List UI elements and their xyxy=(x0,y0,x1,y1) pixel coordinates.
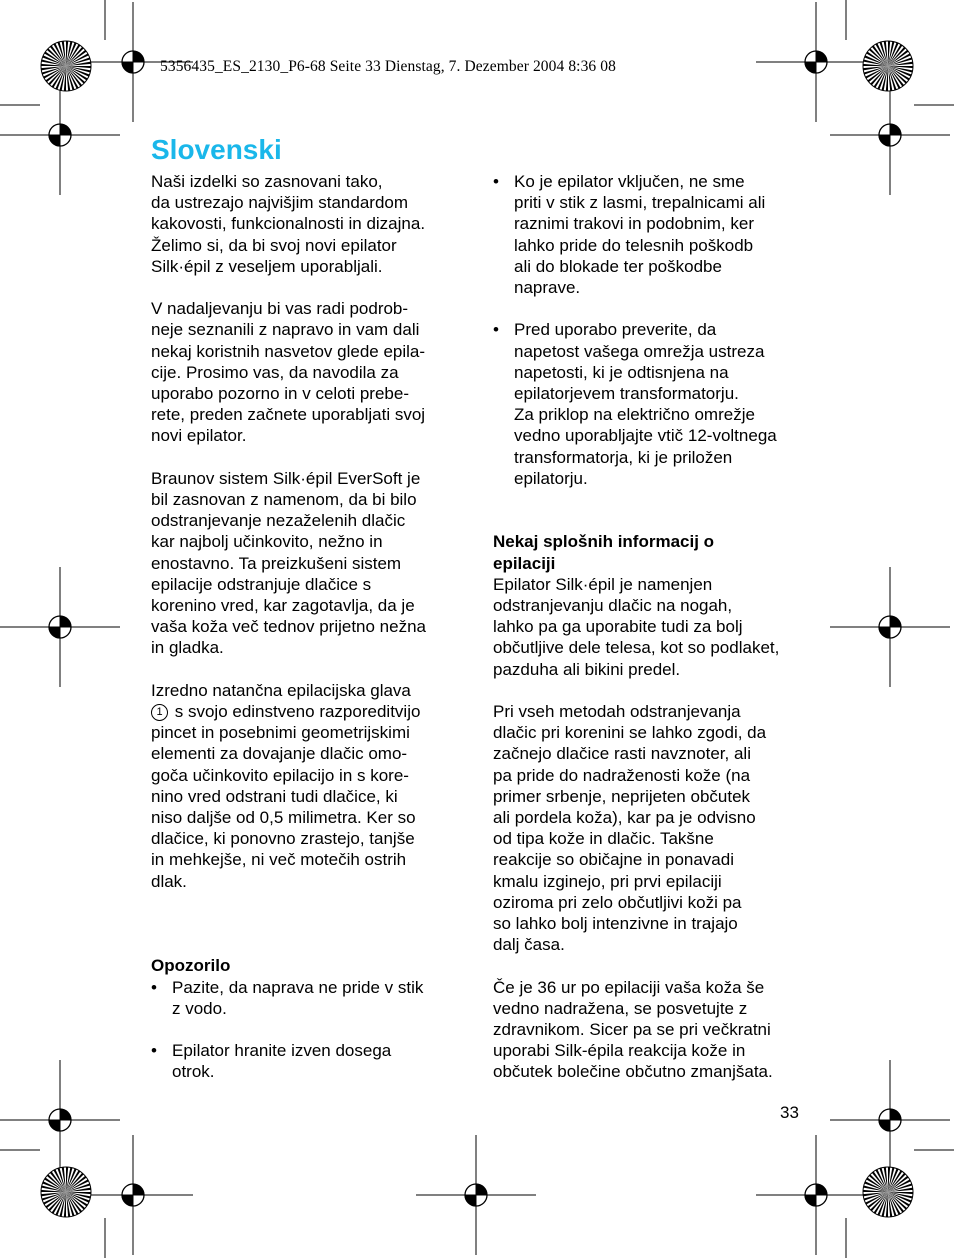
text-line: napetosti, ki je odtisnjena na xyxy=(514,362,729,382)
warning-bullet-children xyxy=(151,1040,471,1082)
text-line: Če je 36 ur po epilaciji vaša koža še xyxy=(493,977,765,997)
warning-bullet-water xyxy=(151,977,471,1019)
page-number: 33 xyxy=(780,1103,799,1122)
text-line: reakcije so običajne in ponavadi xyxy=(493,850,734,870)
part-marker-1: 1 xyxy=(151,704,168,721)
text-line: pazduha ali bikini predel. xyxy=(493,659,681,679)
text-line: kmalu izginejo, pri prvi epilaciji xyxy=(493,871,722,891)
info-heading xyxy=(493,531,813,573)
registration-mark-left-mid xyxy=(0,567,120,687)
registration-mark-left-top xyxy=(0,75,120,195)
text-line: raznimi trakovi in podobnim, ker xyxy=(514,214,754,234)
text-line: začnejo dlačice rasti navznoter, ali xyxy=(493,744,751,764)
bullet-icon: • xyxy=(493,320,499,340)
text-line: goča učinkovito epilacijo in s kore- xyxy=(151,765,409,785)
text-line: uporabo pozorno in v celoti prebe- xyxy=(151,384,409,404)
text-line: Za priklop na električno omrežje xyxy=(514,405,755,425)
text-line: novi epilator. xyxy=(151,426,247,446)
text-line: Epilator hranite izven dosega xyxy=(172,1041,392,1061)
registration-mark-right-bottom xyxy=(830,1060,950,1180)
doctor-paragraph xyxy=(493,977,813,1083)
registration-mark-right-top xyxy=(830,75,950,195)
text-line: in gladka. xyxy=(151,638,224,658)
registration-mark-left-bottom xyxy=(0,1060,120,1180)
text-line: Braunov sistem Silk·épil EverSoft je xyxy=(151,468,421,488)
text-line: oziroma pri zelo občutljivi koži pa xyxy=(493,892,742,912)
text-line: ali pordela koža), kar pa je odvisno xyxy=(493,808,756,828)
text-line: cije. Prosimo vas, da navodila za xyxy=(151,362,399,382)
reaction-paragraph xyxy=(493,701,813,955)
warning-bullet-hair xyxy=(493,171,813,298)
right-column xyxy=(493,171,813,1083)
text-line: elementi za dovajanje dlačic omo- xyxy=(151,744,408,764)
text-line: rete, preden začnete uporabljati svoj xyxy=(151,405,426,425)
text-line: lahko pride do telesnih poškodb xyxy=(514,235,754,255)
text-line: dalj časa. xyxy=(493,935,565,955)
text-line: pa pride do nadraženosti kože (na xyxy=(493,765,751,785)
text-line: odstranjevanju dlačic na nogah, xyxy=(493,596,733,616)
text-line: odstranjevanje nezaželenih dlačic xyxy=(151,511,406,531)
text-line: Pred uporabo preverite, da xyxy=(514,320,717,340)
text-line: vedno nadražena, se posvetujte z xyxy=(493,998,748,1018)
text-line: korenino vred, kar zagotavlja, da je xyxy=(151,596,415,616)
warning-bullet-voltage xyxy=(493,319,813,489)
text-line: uporabi Silk-épila reakcija kože in xyxy=(493,1041,746,1061)
text-line: kakovosti, funkcionalnosti in dizajna. xyxy=(151,214,426,234)
page-title: Slovenski xyxy=(151,134,282,165)
text-line: kar najbolj učinkovito, nežno in xyxy=(151,532,383,552)
text-line: V nadaljevanju bi vas radi podrob- xyxy=(151,299,409,319)
text-line: Epilator Silk·épil je namenjen xyxy=(493,574,713,594)
star-target-top-right xyxy=(863,41,913,91)
text-line: in mehkejše, ni več motečih ostrih xyxy=(151,850,407,870)
text-line: Ko je epilator vključen, ne sme xyxy=(514,172,745,191)
text-line: transformatorja, ki je priložen xyxy=(514,447,733,467)
text-line: niso daljše od 0,5 milimetra. Ker so xyxy=(151,808,416,828)
text-line: napetost vašega omrežja ustreza xyxy=(514,341,765,361)
registration-mark-bottom-right xyxy=(756,1135,876,1255)
bullet-icon: • xyxy=(151,1041,157,1061)
text-line: občutljive dele telesa, kot so podlaket, xyxy=(493,638,780,658)
text-line: bil zasnovan z namenom, da bi bilo xyxy=(151,490,417,510)
overview-paragraph xyxy=(151,298,471,446)
star-target-bottom-left xyxy=(41,1167,91,1217)
text-line: epilatorju. xyxy=(514,468,588,488)
text-line: s svojo edinstveno razporeditvijo xyxy=(174,702,421,722)
text-line: pincet in posebnimi geometrijskimi xyxy=(151,723,410,743)
text-line: Silk·épil z veseljem uporabljali. xyxy=(151,256,383,276)
text-line: vaša koža več tednov prijetno nežna xyxy=(151,617,427,637)
text-line: dlačic pri korenini se lahko zgodi, da xyxy=(493,723,767,743)
print-header: 5356435_ES_2130_P6-68 Seite 33 Dienstag, 7. Dezember 2004 8:36 08 xyxy=(160,58,616,75)
text-line: epilatorjevem transformatorju. xyxy=(514,384,739,404)
registration-mark-right-mid xyxy=(830,567,950,687)
head-paragraph xyxy=(151,680,471,892)
text-line: Izredno natančna epilacijska glava xyxy=(151,680,411,700)
text-line: otrok. xyxy=(172,1062,215,1082)
text-line: ali do blokade ter poškodbe xyxy=(514,256,722,276)
text-line: priti v stik z lasmi, trepalnicami ali xyxy=(514,193,766,213)
text-line: primer srbenje, neprijeten občutek xyxy=(493,786,751,806)
bullet-icon: • xyxy=(493,172,499,191)
text-line: epilaciji xyxy=(493,553,556,573)
text-line: dlak. xyxy=(151,871,187,891)
system-paragraph xyxy=(151,468,471,659)
text-line: dlačice, ki ponovno zrastejo, tanjše xyxy=(151,829,415,849)
text-line: občutek bolečine občutno zmanjšata. xyxy=(493,1062,773,1082)
left-column xyxy=(151,171,471,1083)
text-line: z vodo. xyxy=(172,998,227,1018)
text-line: vedno uporabljajte vtič 12-voltnega xyxy=(514,426,777,446)
text-line: enostavno. Ta preizkušeni sistem xyxy=(151,553,402,573)
text-line: od tipa kože in dlačic. Takšne xyxy=(493,829,714,849)
warning-heading: Opozorilo xyxy=(151,956,231,976)
text-line: Pazite, da naprava ne pride v stik xyxy=(172,977,424,997)
text-line: nekaj koristnih nasvetov glede epila- xyxy=(151,341,426,361)
text-line: zdravnikom. Sicer pa se pri večkratni xyxy=(493,1020,771,1040)
text-line: da ustrezajo najvišjim standardom xyxy=(151,193,409,213)
star-target-bottom-right xyxy=(863,1167,913,1217)
text-line: so lahko bolj intenzivne in trajajo xyxy=(493,914,738,934)
text-line: nino vred odstrani tudi dlačice, ki xyxy=(151,786,398,806)
bullet-icon: • xyxy=(151,977,157,997)
usage-paragraph xyxy=(493,574,813,680)
text-line: epilacije odstranjuje dlačice s xyxy=(151,574,372,594)
text-line: neje seznanili z napravo in vam dali xyxy=(151,320,420,340)
text-line: Želimo si, da bi svoj novi epilator xyxy=(151,235,397,255)
star-target-top-left xyxy=(41,41,91,91)
text-line: naprave. xyxy=(514,278,581,298)
text-line: lahko pa ga uporabite tudi za bolj xyxy=(493,617,743,637)
text-line: Pri vseh metodah odstranjevanja xyxy=(493,702,741,722)
text-line: Naši izdelki so zasnovani tako, xyxy=(151,172,383,191)
registration-mark-top-right xyxy=(756,2,876,122)
registration-mark-bottom-center xyxy=(416,1135,536,1255)
intro-paragraph xyxy=(151,171,471,277)
text-line: Nekaj splošnih informacij o xyxy=(493,532,715,552)
